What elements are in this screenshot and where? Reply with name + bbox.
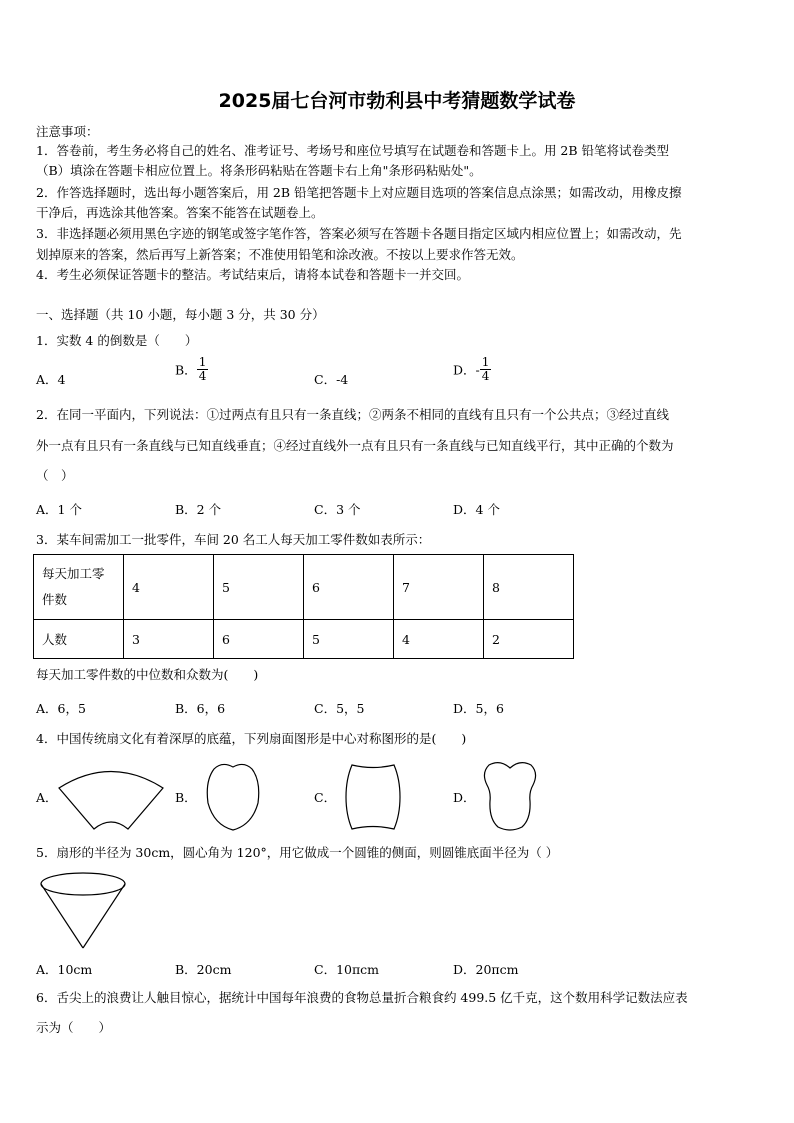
fan-shape-b-figure xyxy=(204,761,262,833)
table-cell: 5 xyxy=(304,620,394,659)
page-title: 2025届七台河市勃利县中考猜题数学试卷 xyxy=(218,90,576,112)
section-heading: 一、选择题（共 10 小题，每小题 3 分，共 30 分） xyxy=(36,307,325,322)
notes-line: 干净后，再选涂其他答案。答案不能答在试题卷上。 xyxy=(36,205,324,220)
q3-option-a: A．6，5 xyxy=(36,701,86,716)
table-header-cell: 人数 xyxy=(34,620,124,659)
question-1-stem: 1．实数 4 的倒数是（ ） xyxy=(36,333,198,348)
numerator: 1 xyxy=(481,355,490,369)
table-row xyxy=(34,555,574,620)
q2-option-b: B．2 个 xyxy=(175,502,222,517)
question-2-line: 外一点有且只有一条直线与已知直线垂直；④经过直线外一点有且只有一条直线与已知直线平行，其中正确的个数为 xyxy=(36,438,674,453)
denominator: 4 xyxy=(481,369,490,383)
q1-option-a: A．4 xyxy=(36,372,66,387)
notes-line: 3．非选择题必须用黑色字迹的钢笔或签字笔作答，答案必须写在答题卡各题目指定区域内相应位置上；如需改动，先 xyxy=(36,226,682,241)
notes-line: 4．考生必须保证答题卡的整洁。考试结束后，请将本试卷和答题卡一并交回。 xyxy=(36,267,469,282)
table-cell: 8 xyxy=(484,555,574,620)
q4-option-b: B． xyxy=(175,790,197,805)
table-row xyxy=(34,620,574,659)
question-6-line: 示为（ ） xyxy=(36,1020,112,1035)
fraction xyxy=(197,356,209,383)
cone-figure xyxy=(38,870,130,952)
fan-shape-d-figure xyxy=(480,759,540,833)
notes-line: （B）填涂在答题卡相应位置上。将条形码粘贴在答题卡右上角"条形码粘贴处"。 xyxy=(36,163,482,178)
notes-line: 2．作答选择题时，选出每小题答案后，用 2B 铅笔把答题卡上对应题目选项的答案信息点涂黑；如需改动，用橡皮擦 xyxy=(36,185,682,200)
table-cell: 4 xyxy=(394,620,484,659)
q1-option-b-label: B． xyxy=(175,362,197,378)
q2-option-a: A．1 个 xyxy=(36,502,82,517)
q4-option-c: C． xyxy=(314,790,337,805)
q3-option-d: D．5，6 xyxy=(453,701,504,716)
q4-option-a: A． xyxy=(36,790,58,805)
q5-option-a: A．10cm xyxy=(36,962,93,977)
q5-option-b: B．20cm xyxy=(175,962,232,977)
data-table xyxy=(33,554,574,659)
q2-option-d: D．4 个 xyxy=(453,502,500,517)
q1-option-b xyxy=(175,356,208,383)
q1-option-d xyxy=(453,356,491,383)
question-5-stem: 5．扇形的半径为 30cm，圆心角为 120°，用它做成一个圆锥的侧面，则圆锥底面半径为（ ） xyxy=(36,845,559,860)
table-cell: 2 xyxy=(484,620,574,659)
numerator: 1 xyxy=(198,355,207,369)
notes-heading: 注意事项： xyxy=(36,124,99,139)
question-3-after: 每天加工零件数的中位数和众数为( ) xyxy=(36,667,259,682)
table-cell: 4 xyxy=(124,555,214,620)
q5-option-d: D．20πcm xyxy=(453,962,519,977)
q1-option-d-label: D．- xyxy=(453,362,480,378)
q3-option-b: B．6，6 xyxy=(175,701,226,716)
q2-option-c: C．3 个 xyxy=(314,502,361,517)
fan-shape-a-figure xyxy=(56,763,166,833)
q4-option-d: D． xyxy=(453,790,476,805)
question-2-line: 2．在同一平面内，下列说法：①过两点有且只有一条直线；②两条不相同的直线有且只有一个公共点；③经过直线 xyxy=(36,407,669,422)
q1-option-c: C．-4 xyxy=(314,372,349,387)
table-header-cell xyxy=(34,555,124,620)
table-cell: 3 xyxy=(124,620,214,659)
denominator: 4 xyxy=(198,369,207,383)
fraction xyxy=(480,356,492,383)
table-cell: 6 xyxy=(214,620,304,659)
q5-option-c: C．10πcm xyxy=(314,962,380,977)
question-3-stem: 3．某车间需加工一批零件，车间 20 名工人每天加工零件数如表所示： xyxy=(36,532,431,547)
table-cell: 6 xyxy=(304,555,394,620)
question-6-line: 6．舌尖上的浪费让人触目惊心，据统计中国每年浪费的食物总量折合粮食约 499.5 亿千克，这个数用科学记数法应表 xyxy=(36,990,688,1005)
header-text: 件数 xyxy=(42,592,68,607)
notes-line: 划掉原来的答案，然后再写上新答案；不准使用铅笔和涂改液。不按以上要求作答无效。 xyxy=(36,247,524,262)
fan-shape-c-figure xyxy=(342,761,404,833)
notes-line: 1．答卷前，考生务必将自己的姓名、准考证号、考场号和座位号填写在试题卷和答题卡上。用 2B 铅笔将试卷类型 xyxy=(36,143,670,158)
header-text: 每天加工零 xyxy=(42,566,105,581)
question-2-line: （ ） xyxy=(36,468,74,483)
table-cell: 5 xyxy=(214,555,304,620)
q3-option-c: C．5，5 xyxy=(314,701,365,716)
question-4-stem: 4．中国传统扇文化有着深厚的底蕴，下列扇面图形是中心对称图形的是( ) xyxy=(36,731,467,746)
table-cell: 7 xyxy=(394,555,484,620)
